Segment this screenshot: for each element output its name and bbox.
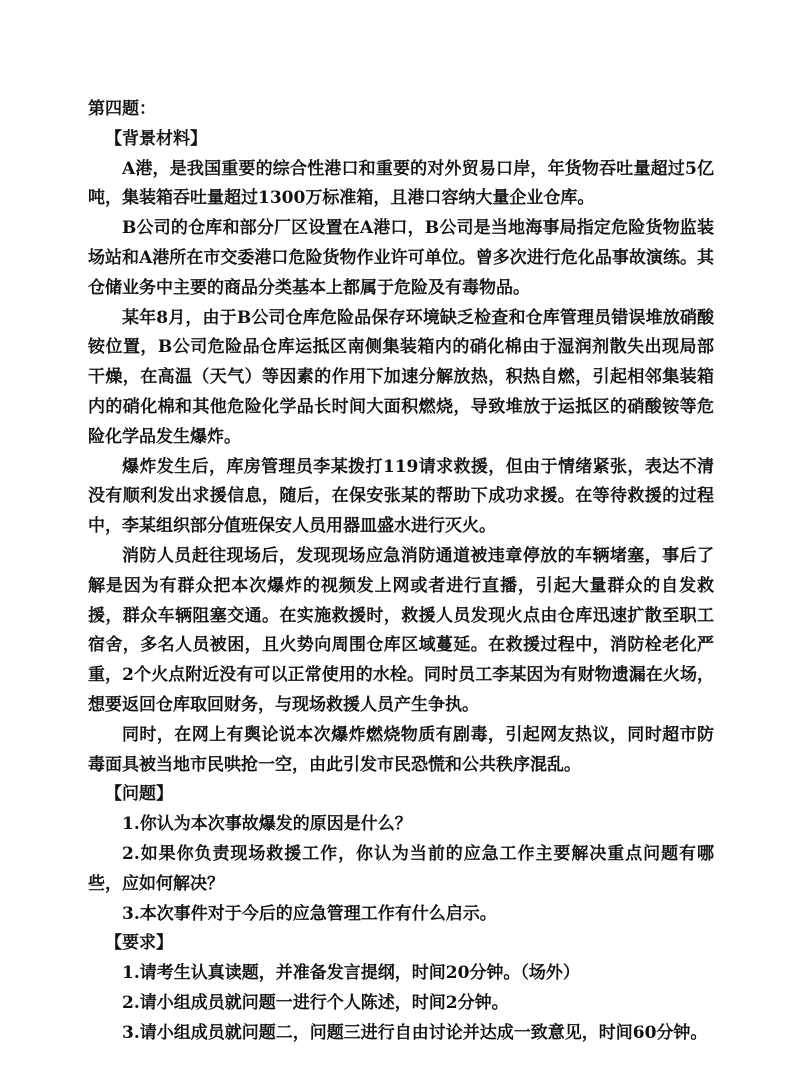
- requirements-heading: 【要求】: [105, 933, 173, 954]
- question-1: 1.你认为本次事故爆发的原因是什么？: [122, 814, 412, 835]
- background-paragraph-2: B公司的仓库和部分厂区设置在A港口，B公司是当地海事局指定危险货物监装场站和A港所在市交委港口危险货物作业许可单位。曾多次进行危化品事故演练。其仓储业务中主要的商品分类基本上都属于危险及有毒物品。: [88, 218, 714, 298]
- requirement-3: 3.请小组成员就问题二，问题三进行自由讨论并达成一致意见，时间60分钟。: [122, 1022, 708, 1043]
- questions-heading: 【问题】: [105, 784, 173, 805]
- document-page: [88, 95, 714, 1049]
- background-paragraph-5: 消防人员赶往现场后，发现现场应急消防通道被违章停放的车辆堵塞，事后了解是因为有群众把本次爆炸的视频发上网或者进行直播，引起大量群众的自发救援，群众车辆阻塞交通。在实施救援时，救援人员发现火点由仓库迅速扩散至职工宿舍，多名人员被困，且火势向周围仓库区域蔓延。在救援过程中，消防栓老化严重，2个火点附近没有可以正常使用的水栓。同时员工李某因为有财物遗漏在火场，想要返回仓库取回财务，与现场救援人员产生争执。: [88, 545, 714, 715]
- requirement-1: 1.请考生认真读题，并准备发言提纲，时间20分钟。（场外）: [122, 963, 580, 984]
- background-paragraph-3: 某年8月，由于B公司仓库危险品保存环境缺乏检查和仓库管理员错误堆放硝酸铵位置，B公司危险品仓库运抵区南侧集装箱内的硝化棉由于湿润剂散失出现局部干燥，在高温（天气）等因素的作用下加速分解放热，积热自燃，引起相邻集装箱内的硝化棉和其他危险化学品长时间大面积燃烧，导致堆放于运抵区的硝酸铵等危险化学品发生爆炸。: [88, 307, 714, 447]
- document-title: 第四题：: [88, 99, 156, 119]
- background-paragraph-4: 爆炸发生后，库房管理员李某拨打119请求救援，但由于情绪紧张，表达不清没有顺利发出求援信息，随后，在保安张某的帮助下成功求援。在等待救援的过程中，李某组织部分值班保安人员用器皿盛水进行灭火。: [88, 456, 714, 537]
- background-paragraph-6: 同时，在网上有舆论说本次爆炸燃烧物质有剧毒，引起网友热议，同时超市防毒面具被当地市民哄抢一空，由此引发市民恐慌和公共秩序混乱。: [88, 724, 714, 775]
- requirement-2: 2.请小组成员就问题一进行个人陈述，时间2分钟。: [122, 992, 509, 1013]
- background-paragraph-1: A港，是我国重要的综合性港口和重要的对外贸易口岸，年货物吞吐量超过5亿吨，集装箱吞吐量超过1300万标准箱，且港口容纳大量企业仓库。: [88, 158, 714, 209]
- question-3: 3.本次事件对于今后的应急管理工作有什么启示。: [122, 903, 497, 924]
- question-2: 2.如果你负责现场救援工作，你认为当前的应急工作主要解决重点问题有哪些，应如何解决？: [88, 843, 714, 894]
- background-heading: 【背景材料】: [105, 128, 207, 149]
